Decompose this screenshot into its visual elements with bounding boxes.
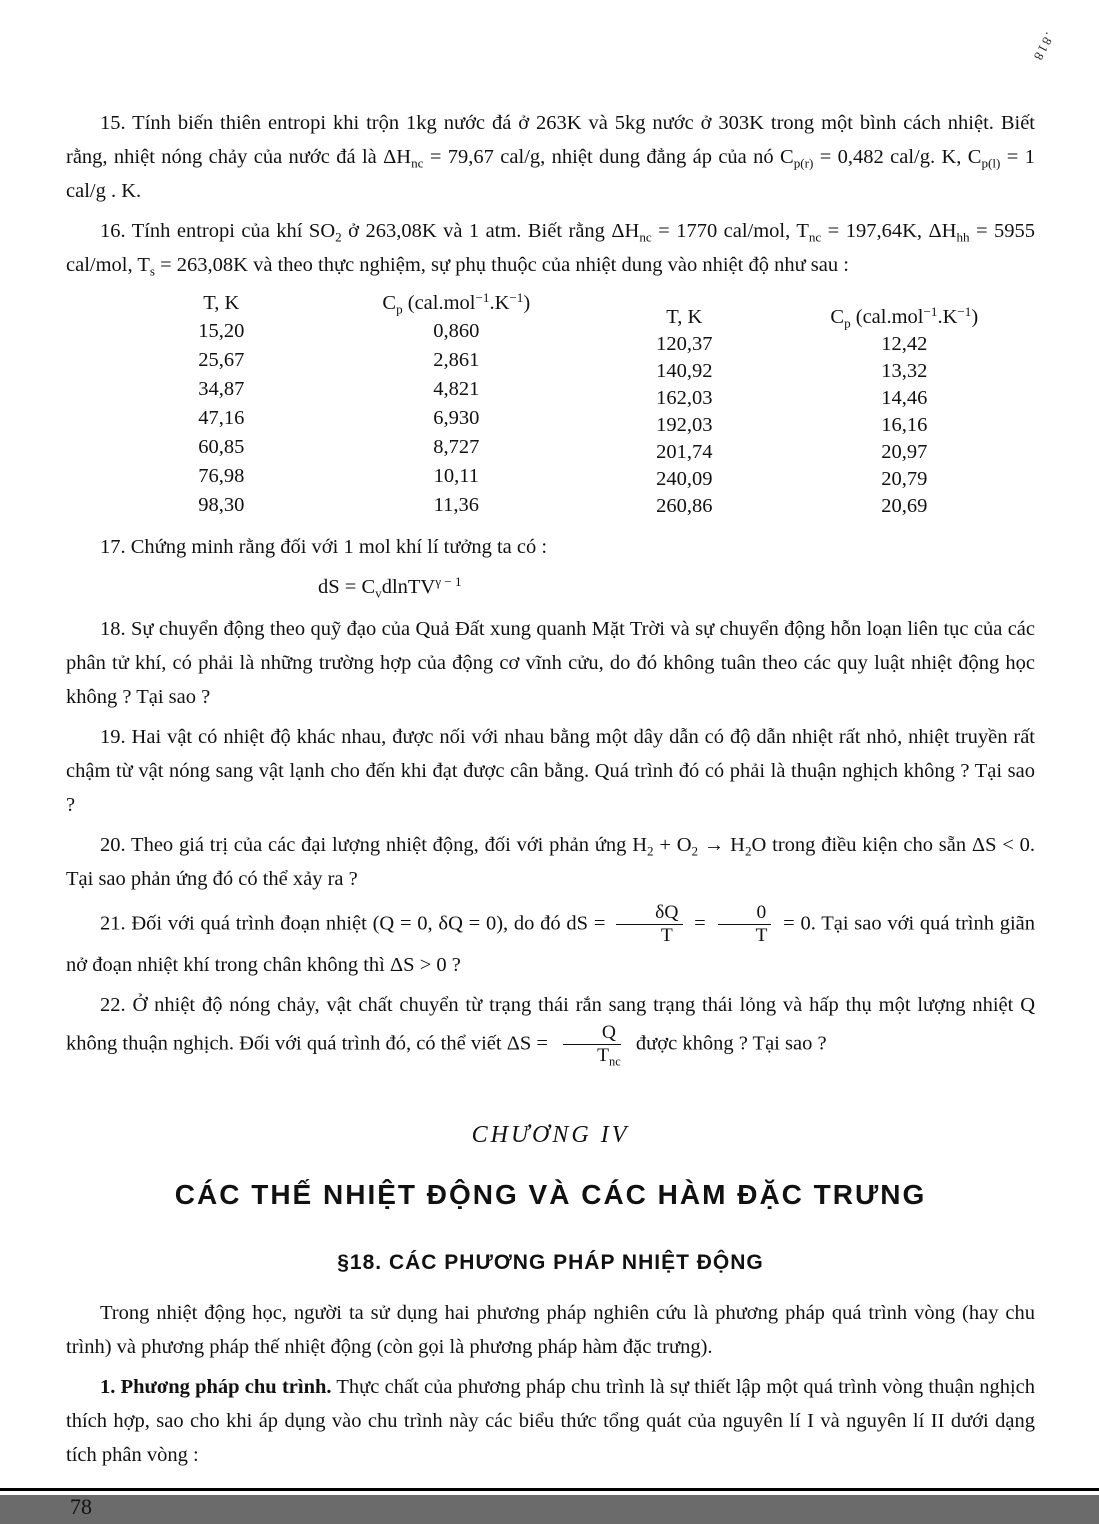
problem-19: 19. Hai vật có nhiệt độ khác nhau, được nối với nhau bằng một dây dẫn có độ dẫn nhiệt rất nhỏ, nhiệt truyền rất chậm từ vật nóng sang vật lạnh cho đến khi đạt được cân bằng. Quá trình đó có phải là thuận nghịch không ? Tại sao ? (66, 726, 1035, 816)
table-row: 240,09 20,79 (656, 468, 928, 490)
table-row: 15,20 0,860 (198, 320, 480, 342)
table-row: 98,30 11,36 (198, 494, 479, 516)
chapter-title: CÁC THẾ NHIỆT ĐỘNG VÀ CÁC HÀM ĐẶC TRƯNG (174, 1178, 927, 1210)
table-header-row (600, 304, 1040, 331)
problem-17: 17. Chứng minh rằng đối với 1 mol khí lí tưởng ta có : (100, 536, 548, 558)
table-header-row (130, 290, 600, 317)
table-row: 25,67 2,861 (198, 349, 480, 371)
heat-capacity-table-left (130, 290, 600, 520)
heat-capacity-table-right (600, 304, 1040, 520)
heat-capacity-table (130, 290, 1040, 520)
problem-18: 18. Sự chuyển động theo quỹ đạo của Quả Đất xung quanh Mặt Trời và sự chuyển động hỗn loạn liên tục của các phân tử khí, có phải là những trường hợp của động cơ vĩnh cửu, do đó không tuân theo các quy luật nhiệt động học không ? Tại sao ? (66, 618, 1035, 708)
table-row: 120,37 12,42 (656, 333, 928, 355)
column-header-cp: $C_p$ $(cal.mol^{-1}.K^{-1})$ (830, 303, 979, 331)
problem-16: 16. Tính entropi của khí $SO_2$ ở 263,08K và 1 atm. Biết rằng $\Delta H_{nc} = 1770$ cal/mol, $T_{nc} = 197,64K$, $\Delta H_{hh} = 5955$ cal/mol, $T_s = 263,08K$ và theo thực nghiệm, sự phụ thuộc của nhiệt dung vào nhiệt độ như sau : (66, 220, 1036, 279)
column-header-cp: $C_p$ $(cal.mol^{-1}.K^{-1})$ (382, 289, 531, 317)
table-row: 140,92 13,32 (656, 360, 928, 382)
table-row: 76,98 10,11 (198, 465, 479, 487)
table-row: 201,74 20,97 (656, 441, 928, 463)
problem-15: 15. Tính biến thiên entropi khi trộn 1kg nước đá ở 263K và 5kg nước ở 303K trong một bình cách nhiệt. Biết rằng, nhiệt nóng chảy của nước đá là $\Delta H_{nc} = 79,67$ cal/g, nhiệt dung đẳng áp của nó $C_{p(r)} = 0,482$ cal/g. K, $C_{p(l)} = 1$ cal/g . K. (66, 112, 1035, 202)
table-row: 260,86 20,69 (656, 495, 928, 517)
bottom-scan-edge (0, 1488, 1099, 1491)
intro-paragraph: Trong nhiệt động học, người ta sử dụng hai phương pháp nghiên cứu là phương pháp quá trình vòng (hay chu trình) và phương pháp thế nhiệt động (còn gọi là phương pháp hàm đặc trưng). (66, 1301, 1035, 1358)
table-row: 60,85 8,727 (198, 436, 480, 458)
column-header-temperature: T, K (666, 306, 703, 328)
page-number: 78 (70, 1493, 92, 1519)
table-row: 47,16 6,930 (198, 407, 480, 429)
chapter-label: CHƯƠNG IV (471, 1121, 630, 1148)
problem-21: 21. Đối với quá trình đoạn nhiệt (Q = 0, δQ = 0), do đó dS = $\frac{\delta Q}{T}$ = $\frac{0}{T}$ = 0. Tại sao với quá trình giãn nở đoạn nhiệt khí trong chân không thì ΔS > 0 ? (66, 902, 1036, 976)
problem-20: 20. Theo giá trị của các đại lượng nhiệt động, đối với phản ứng $H_2 + O_2 \to H_2O$ trong điều kiện cho sẵn ΔS < 0. Tại sao phản ứng đó có thể xảy ra ? (66, 834, 1035, 890)
table-row: 162,03 14,46 (656, 387, 928, 409)
equation-17: dS = $C_vdlnTV^{\gamma - 1}$ (318, 573, 462, 601)
corner-scan-mark: .818 (1030, 30, 1058, 65)
table-row: 192,03 16,16 (656, 414, 928, 436)
column-header-temperature: T, K (203, 292, 240, 314)
method-paragraph: 1. Phương pháp chu trình. Thực chất của phương pháp chu trình là sự thiết lập một quá trình vòng thuận nghịch thích hợp, sao cho khi áp dụng vào chu trình này các biểu thức tổng quát của nguyên lí I và nguyên lí II dưới dạng tích phân vòng : (66, 1375, 1035, 1466)
problem-22: 22. Ở nhiệt độ nóng chảy, vật chất chuyển từ trạng thái rắn sang trạng thái lỏng và hấp thụ một lượng nhiệt Q không thuận nghịch. Đối với quá trình đó, có thể viết ΔS = $\frac{Q}{T_{nc}}$ được không ? Tại sao ? (66, 993, 1035, 1069)
table-row: 34,87 4,821 (198, 378, 480, 400)
section-heading: §18. CÁC PHƯƠNG PHÁP NHIỆT ĐỘNG (337, 1250, 764, 1274)
